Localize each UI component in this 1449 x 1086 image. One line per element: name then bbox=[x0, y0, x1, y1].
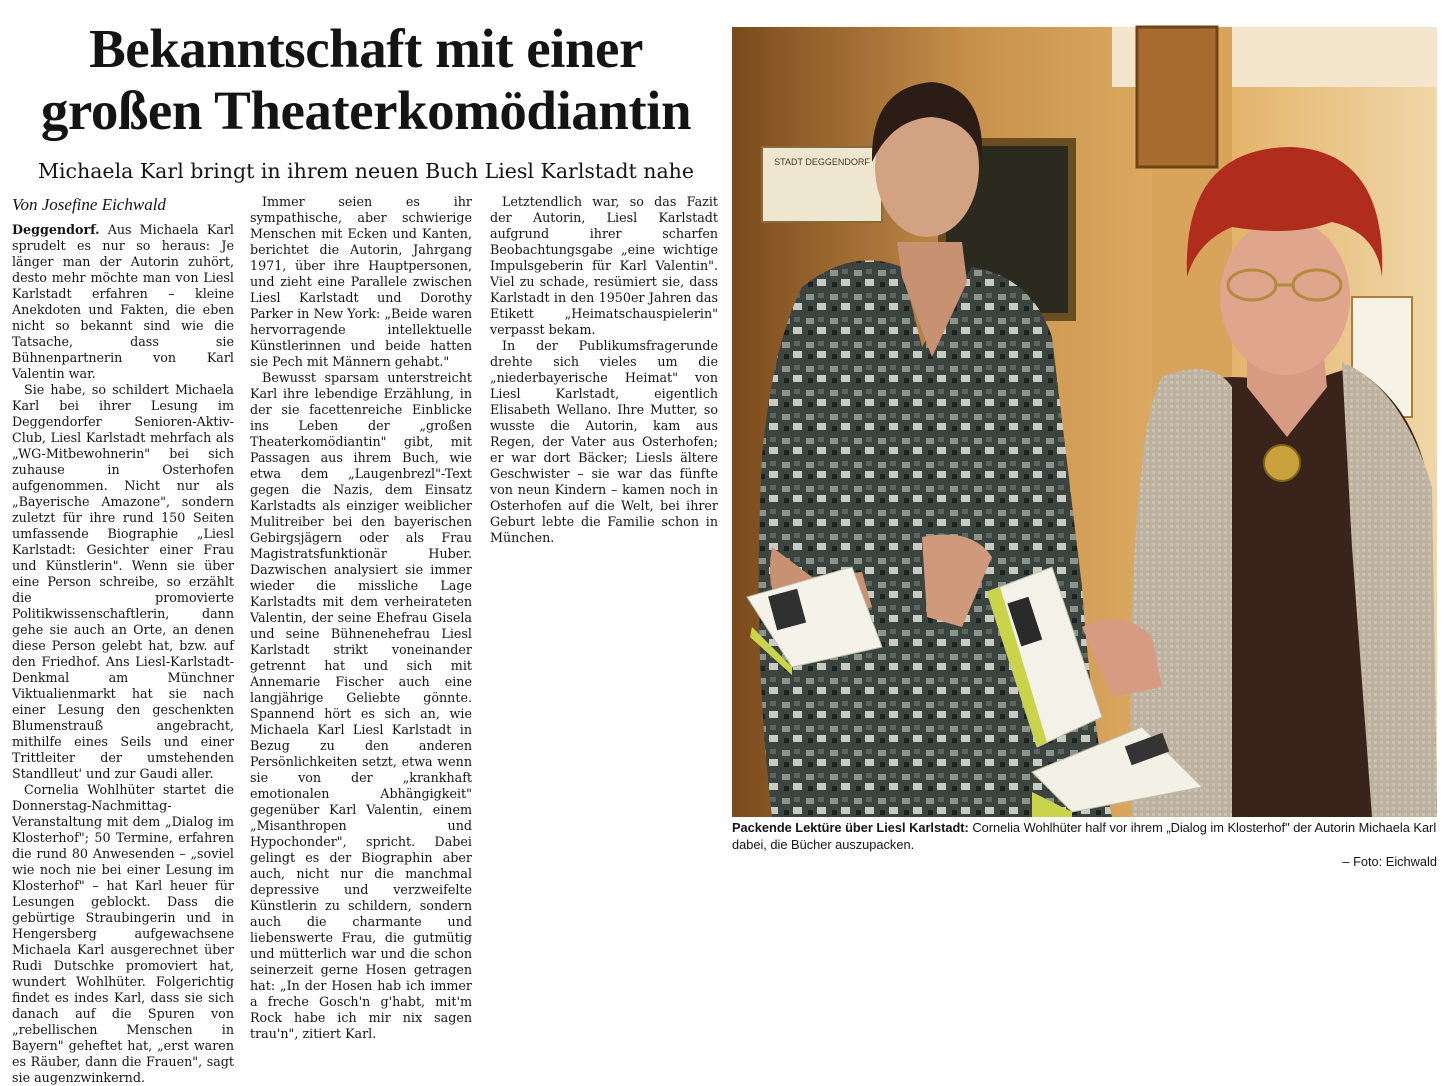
subheadline: Michaela Karl bringt in ihrem neuen Buch Liesl Karlstadt nahe bbox=[37, 159, 695, 183]
photo-wall-sign-text: STADT DEGGENDORF bbox=[774, 157, 870, 167]
article-paragraph-5: Bewusst sparsam unterstreicht Karl ihre lebendige Erzählung, in der sie facettenreiche Einblicke ins Leben der „großen Theaterkomödiantin" gibt, mit Passagen aus ihrem Buch, wie etwa dem „Laugenbrezl"-Text gegen die Nazis, dem Einsatz Karlstadts als einziger weiblicher Mulitreiber bei den bayerischen Gebirgsjägern oder als Frau Magistratsfunktionär Huber. Dazwischen analysiert sie immer wieder die missliche Lage Karlstadts mit dem verheirateten Valentin, der seine Ehefrau Gisela und seine Bühnenehefrau Liesl Karlstadt strikt voneinander getrennt hat und sich mit Annemarie Fischer auch eine langjährige Geliebte gönnte. Spannend hört es sich an, wie Michaela Karl Liesl Karlstadt in Bezug zu den anderen Persönlichkeiten setzt, etwa wenn sie von der „krankhaft emotionalen Abhängigkeit" gegenüber Karl Valentin, einem „Misanthropen und Hypochonder", spricht. Dabei gelingt es der Biographin aber auch, nicht nur die manchmal depressive und verzweifelte Künstlerin zu schildern, sondern auch die charmante und liebenswerte Frau, die gutmütig und mütterlich war und die schon seinerzeit gerne Hosen getragen hat: „In der Hosen hab ich immer a freche Gosch'n g'habt, mit'm Rock habe ich mir nix sagen trau'n", zitiert Karl. bbox=[250, 370, 472, 1041]
headline-line-2: großen Theaterkomödiantin bbox=[40, 80, 692, 141]
article-paragraph-1 bbox=[12, 222, 234, 382]
caption-title: Packende Lektüre über Liesl Karlstadt: bbox=[732, 820, 969, 835]
dateline: Deggendorf. bbox=[12, 222, 100, 237]
photo-caption bbox=[732, 819, 1437, 870]
article-paragraph-7: In der Publikumsfragerunde drehte sich vieles um die „niederbayerische Heimat" von Liesl Karlstadt, eigentlich Elisabeth Wellano. Ihre Mutter, so wusste die Autorin, kam aus Regen, der Vater aus Osterhofen; er war dort Bäcker; Liesls ältere Geschwister – sie war das fünfte von neun Kindern – kamen noch in Osterhofen auf die Welt, bei ihrer Geburt lebte die Familie schon in München. bbox=[490, 338, 718, 545]
article-paragraph-3: Cornelia Wohlhüter startet die Donnerstag-Nachmittag-Veranstaltung mit dem „Dialog im Klosterhof"; 50 Termine, erfahren die rund 80 Anwesenden – „soviel wie noch nie bei einer Lesung im Klosterhof" – hat Karl heuer für Lesungen geblockt. Dass die gebürtige Straubingerin und in Hengersberg aufgewachsene Michaela Karl ausgerechnet über Rudi Dutschke promoviert hat, wundert Wohlhüter. Folgerichtig findet es indes Karl, dass sie sich danach auf die Spuren von „rebellischen Menschen in Bayern" geheftet hat, „erst waren es Räuber, dann die Frauen", sagt sie augenzwinkernd. bbox=[12, 782, 234, 1085]
article-column-1 bbox=[12, 222, 234, 1085]
photo-pendant bbox=[1264, 445, 1300, 481]
article-paragraph-4: Immer seien es ihr sympathische, aber schwierige Menschen mit Ecken und Kanten, berichtet die Autorin, Jahrgang 1971, über ihre Hauptpersonen, und zieht eine Parallele zwischen Liesl Karlstadt und Dorothy Parker in New York: „Beide waren hervorragende intellektuelle Künstlerinnen und beide hatten sie Pech mit Männern gehabt." bbox=[250, 194, 472, 369]
photo-cabinet bbox=[1137, 27, 1217, 167]
article-paragraph-1-text: Aus Michaela Karl sprudelt es nur so heraus: Je länger man der Autorin zuhört, desto mehr möchte man von Liesl Karlstadt erfahren – kleine Anekdoten und Fakten, die eben nicht so bekannt sind wie die Tatsache, dass sie Bühnenpartnerin von Karl Valentin war. bbox=[12, 222, 234, 381]
photo-illustration bbox=[732, 27, 1437, 817]
headline bbox=[10, 18, 722, 142]
headline-line-1: Bekanntschaft mit einer bbox=[89, 18, 643, 79]
caption-text: Cornelia Wohlhüter half vor ihrem „Dialog im Klosterhof" der Autorin Michaela Karl dabei, die Bücher auszupacken. bbox=[732, 820, 1437, 852]
photo-credit: – Foto: Eichwald bbox=[1342, 854, 1437, 869]
article-paragraph-2: Sie habe, so schildert Michaela Karl bei ihrer Lesung im Deggendorfer Senioren-Aktiv-Club, Liesl Karlstadt mehrfach als „WG-Mitbewohnerin" bei sich zuhause in Osterhofen aufgenommen. Nicht nur als „Bayerische Amazone", sondern zuletzt für ihre rund 150 Seiten umfassende Biographie „Liesl Karlstadt: Gesichter einer Frau und Künstlerin". Wenn sie über eine Person schreibe, so erzählt die promovierte Politikwissenschaftlerin, dann gehe sie auch an Orte, an denen diese Person gelebt hat, bzw. auf den Friedhof. Ans Liesl-Karlstadt-Denkmal am Münchner Viktualienmarkt hat sie nach einer Lesung den geschenkten Blumenstrauß angebracht, mithilfe eines Seils und einer Trittleiter der umstehenden Standlleut' und zur Gaudi aller. bbox=[12, 382, 234, 781]
article-column-3 bbox=[490, 194, 718, 858]
article-photo bbox=[732, 27, 1437, 817]
article-column-2 bbox=[250, 194, 472, 1041]
article-paragraph-6: Letztendlich war, so das Fazit der Autorin, Liesl Karlstadt aufgrund ihrer scharfen Beobachtungsgabe „eine wichtige Impulsgeberin für Karl Valentin". Viel zu schade, resümiert sie, dass Karlstadt in den 1950er Jahren das Etikett „Heimatschauspielerin" verpasst bekam. bbox=[490, 194, 718, 337]
byline: Von Josefine Eichwald bbox=[12, 195, 166, 214]
